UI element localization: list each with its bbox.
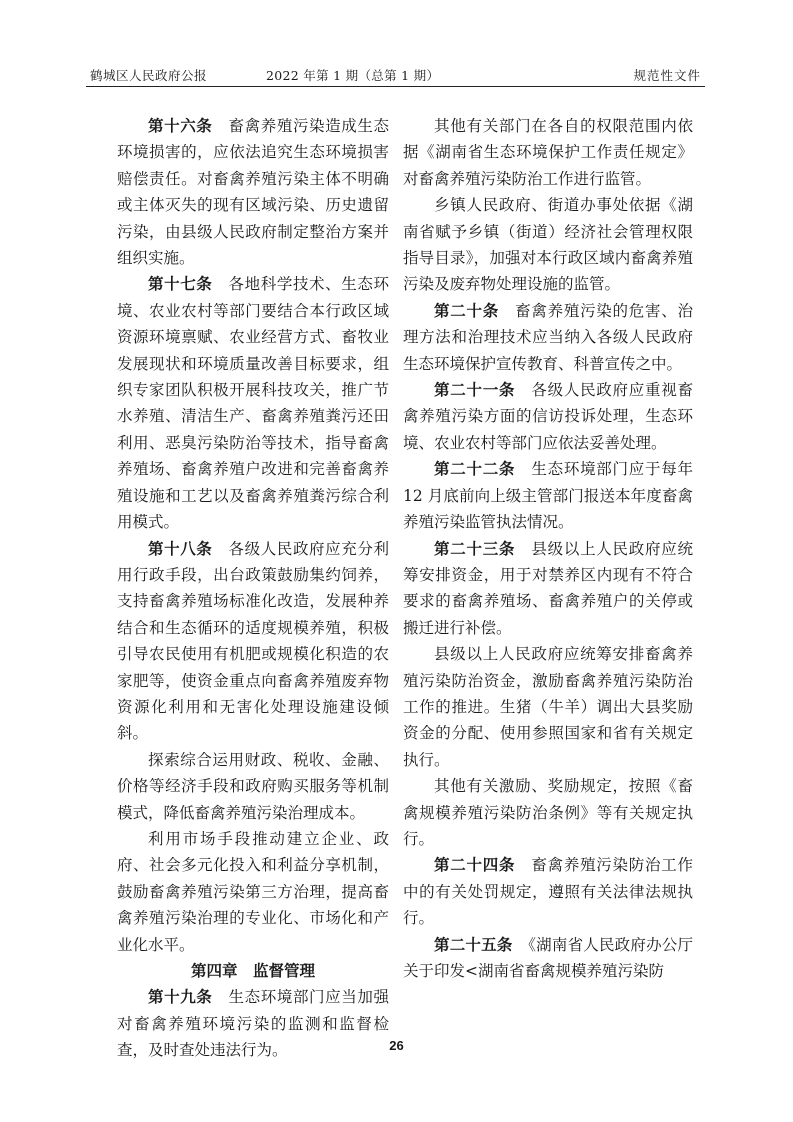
article-title: 第二十条 <box>434 301 499 320</box>
article-title: 第十九条 <box>148 988 213 1007</box>
issue-info: 2022 年第 1 期（总第 1 期） <box>266 68 440 83</box>
document-category: 规范性文件 <box>633 68 701 83</box>
article-20 <box>403 298 693 377</box>
article-title: 第二十五条 <box>434 935 513 954</box>
article-text: 各级人民政府应充分利用行政手段，出台政策鼓励集约饲养，支持畜禽养殖场标准化改造，发展种养结合和生态循环的适度规模养殖，积极引导农民使用有机肥或规模化积造的农家肥等，使资金重点向畜禽养殖废弃物资源化利用和无害化处理设施建设倾斜。 <box>117 539 389 743</box>
article-text: 各级人民政府应重视畜禽养殖污染方面的信访投诉处理，生态环境、农业农村等部门应依法妥善处理。 <box>403 381 693 452</box>
article-title: 第二十二条 <box>434 460 516 479</box>
article-title: 第十八条 <box>148 539 213 558</box>
article-title: 第二十四条 <box>434 856 516 875</box>
paragraph: 其他有关激励、奖励规定，按照《畜禽规模养殖污染防治条例》等有关规定执行。 <box>403 777 693 848</box>
article-title: 第十七条 <box>148 275 213 294</box>
article-title: 第二十一条 <box>434 381 516 400</box>
article-text: 生态环境部门应当加强对畜禽养殖环境污染的监测和监督检查，及时查处违法行为。 <box>117 988 389 1060</box>
article-21 <box>403 377 693 456</box>
chapter-heading: 第四章 监督管理 <box>190 962 315 980</box>
article-title: 第十六条 <box>148 117 213 135</box>
article-text: 各地科学技术、生态环境、农业农村等部门要结合本行政区域资源环境禀赋、农业经营方式、畜牧业发展现状和环境质量改善目标要求，组织专家团队积极开展科技攻关，推广节水养殖、清洁生产、畜禽养殖粪污还田利用、恶臭污染防治等技术，指导畜禽养殖场、畜禽养殖户改进和完善畜禽养殖设施和工艺以及畜禽养殖粪污综合利用模式。 <box>117 275 389 532</box>
paragraph: 乡镇人民政府、街道办事处依据《湖南省赋予乡镇（街道）经济社会管理权限指导目录》，加强对本行政区域内畜禽养殖污染及废弃物处理设施的监管。 <box>403 196 693 294</box>
article-title: 第二十三条 <box>434 539 516 558</box>
publication-name: 鹤城区人民政府公报 <box>90 68 208 83</box>
page-header <box>86 64 705 84</box>
article-text: 《湖南省人民政府办公厅关于印发<湖南省畜禽规模养殖污染防 <box>403 935 693 980</box>
article-text: 畜禽养殖污染的危害、治理方法和治理技术应当纳入各级人民政府生态环境保护宣传教育、科普宣传之中。 <box>403 301 693 373</box>
left-column <box>117 113 389 1064</box>
paragraph: 其他有关部门在各自的权限范围内依据《湖南省生态环境保护工作责任规定》对畜禽养殖污染防治工作进行监管。 <box>403 117 693 188</box>
header-rule <box>86 86 705 87</box>
article-25 <box>403 932 693 985</box>
article-text: 县级以上人民政府应统筹安排资金，用于对禁养区内现有不符合要求的畜禽养殖场、畜禽养殖户的关停或搬迁进行补偿。 <box>403 539 693 637</box>
article-22 <box>403 456 693 535</box>
paragraph: 县级以上人民政府应统筹安排畜禽养殖污染防治资金，激励畜禽养殖污染防治工作的推进。生猪（牛羊）调出大县奖励资金的分配、使用参照国家和省有关规定执行。 <box>403 645 693 769</box>
page-number: 26 <box>389 1038 404 1053</box>
article-16 <box>117 113 389 271</box>
article-18 <box>117 536 389 747</box>
article-24 <box>403 852 693 931</box>
right-column <box>403 113 693 984</box>
paragraph: 利用市场手段推动建立企业、政府、社会多元化投入和利益分享机制，鼓励畜禽养殖污染第三方治理，提高畜禽养殖污染治理的专业化、市场化和产业化水平。 <box>117 829 389 954</box>
article-23 <box>403 536 693 642</box>
paragraph: 探索综合运用财政、税收、金融、价格等经济手段和政府购买服务等机制模式，降低畜禽养殖污染治理成本。 <box>117 750 389 822</box>
article-text: 畜禽养殖污染防治工作中的有关处罚规定，遵照有关法律法规执行。 <box>403 856 693 928</box>
article-text: 生态环境部门应于每年 12 月底前向上级主管部门报送本年度畜禽养殖污染监管执法情况。 <box>403 460 693 532</box>
article-17 <box>117 271 389 535</box>
article-text: 畜禽养殖污染造成生态环境损害的，应依法追究生态环境损害赔偿责任。对畜禽养殖污染主体不明确或主体灭失的现有区域污染、历史遗留污染，由县级人民政府制定整治方案并组织实施。 <box>117 117 389 268</box>
